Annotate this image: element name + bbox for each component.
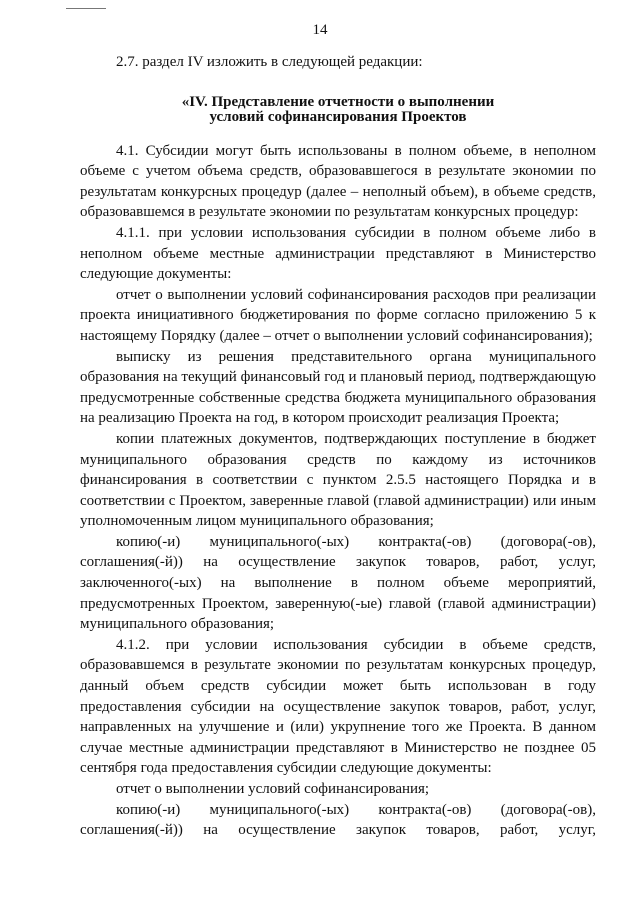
top-rule [66, 8, 106, 9]
heading-line-1: «IV. Представление отчетности о выполнении [181, 93, 495, 110]
paragraph-last-line-2: соглашения(-й)) на осуществление закупок товаров, работ, услуг, [80, 822, 596, 839]
paragraph-extract: выписку из решения представительного органа муниципального образования на текущий финансовый год и плановый период, подтверждающую предусмотренные собственные средства бюджета муниципального образования на реализацию Проекта на год, в котором происходит реализация Проекта; [80, 348, 596, 427]
paragraph-report-short: отчет о выполнении условий софинансирования; [116, 781, 430, 797]
document-body [80, 52, 596, 841]
intro-paragraph: 2.7. раздел IV изложить в следующей редакции: [116, 54, 423, 70]
paragraph-payment-copies: копии платежных документов, подтверждающих поступление в бюджет муниципального образования средств по каждому из источников финансирования в соответствии с пунктом 2.5.5 настоящего Порядка и в соответствии с Проектом, заверенные главой (главой администрации) или иным уполномоченным лицом муниципального образования; [80, 430, 596, 530]
paragraph-4-1-2: 4.1.2. при условии использования субсидии в объеме средств, образовавшемся в результате экономии по результатам конкурсных процедур, данный объем средств субсидии может быть использован в году предоставления субсидии на осуществление закупок товаров, работ, услуг, направленных на улучшение и (или) укрупнение того же Проекта. В данном случае местные администрации представляют в Министерство не позднее 05 сентября года предоставления субсидии следующие документы: [80, 636, 596, 777]
paragraph-4-1-1: 4.1.1. при условии использования субсидии в полном объеме либо в неполном объеме местные администрации представляют в Министерство следующие документы: [80, 224, 596, 283]
paragraph-last-line-1: копию(-и) муниципального(-ых) контракта(-ов) (договора(-ов), [116, 801, 596, 818]
paragraph-4-1: 4.1. Субсидии могут быть использованы в полном объеме, в неполном объеме с учетом объема средств, образовавшегося в результате экономии по результатам конкурсных процедур (далее – неполный объем), в объеме средств, образовавшемся в результате экономии по результатам конкурсных процедур: [80, 142, 596, 221]
section-heading [80, 95, 596, 125]
paragraph-report: отчет о выполнении условий софинансирования расходов при реализации проекта инициативного бюджетирования по форме согласно приложению 5 к настоящему Порядку (далее – отчет о выполнении условий софинансирования); [80, 286, 596, 344]
heading-line-2: условий софинансирования Проектов [209, 108, 467, 125]
page-number: 14 [312, 22, 328, 38]
paragraph-contract-copy: копию(-и) муниципального(-ых) контракта(-ов) (договора(-ов), соглашения(-й)) на осуществление закупок товаров, работ, услуг, заключенного(-ых) на выполнение в полном объеме мероприятий, предусмотренных Проектом, заверенную(-ые) главой (главой администрации) муниципального образования; [80, 533, 596, 633]
